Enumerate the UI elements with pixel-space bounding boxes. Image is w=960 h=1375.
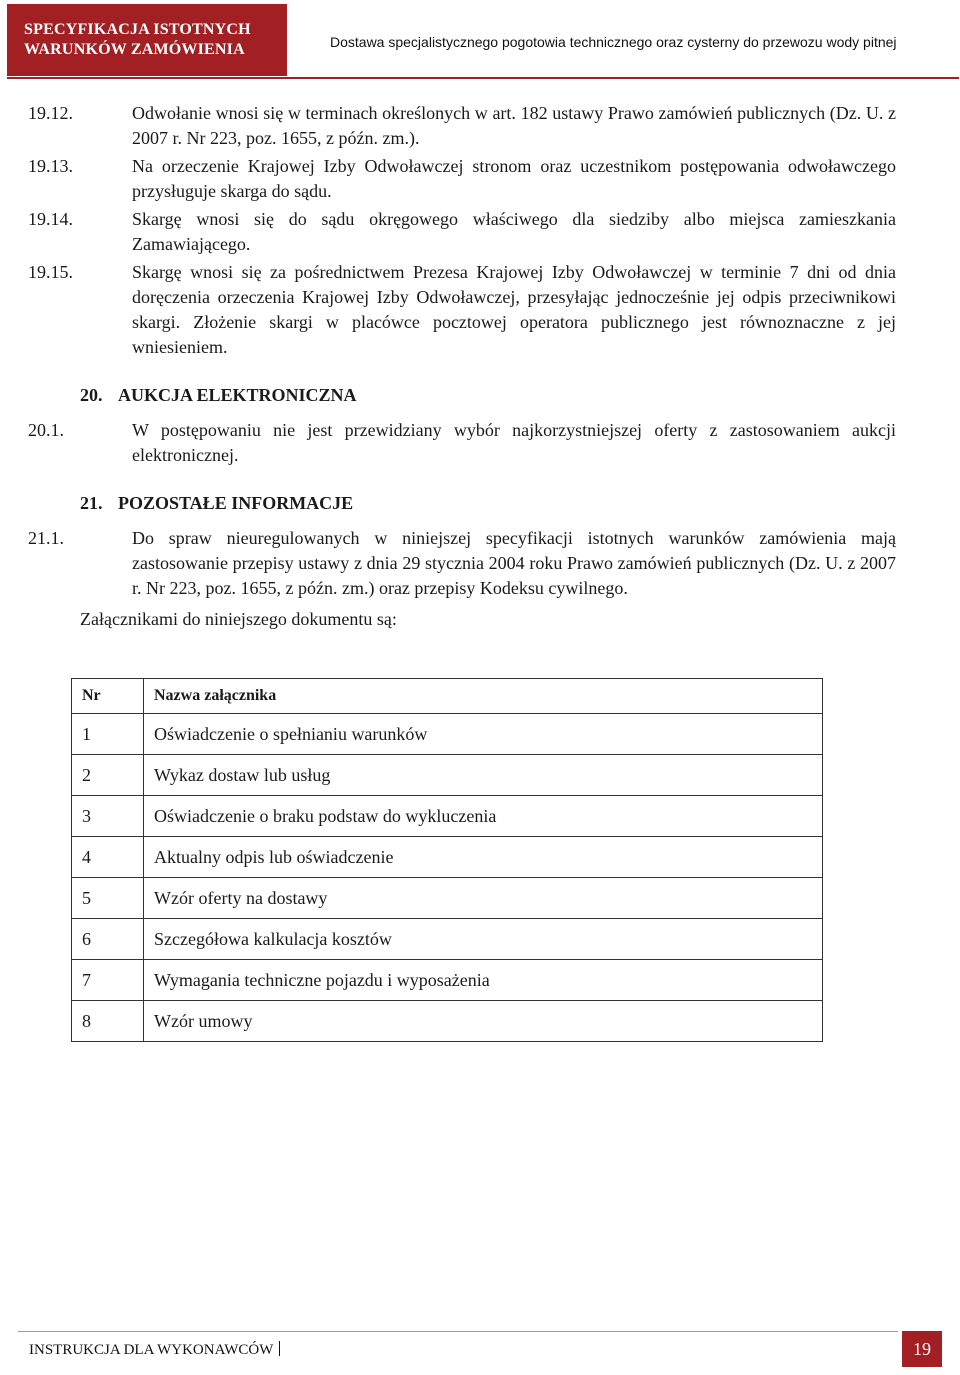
section-number: 20. [80, 385, 103, 405]
paragraph-19-15 [28, 260, 896, 360]
table-row [72, 714, 823, 755]
cell-name: Wzór oferty na dostawy [144, 878, 823, 919]
document-body [28, 101, 896, 644]
paragraph-number: 19.14. [28, 209, 73, 229]
header-badge [7, 4, 287, 76]
paragraph-text: Skargę wnosi się do sądu okręgowego właściwego dla siedziby albo miejsca zamieszkania Zamawiającego. [132, 209, 896, 254]
table-row [72, 796, 823, 837]
paragraph-19-14 [28, 207, 896, 257]
document-title: Dostawa specjalistycznego pogotowia technicznego oraz cysterny do przewozu wody pitnej [330, 34, 897, 50]
cell-name: Oświadczenie o braku podstaw do wykluczenia [144, 796, 823, 837]
header-divider [7, 77, 959, 79]
cell-nr: 5 [72, 878, 144, 919]
cell-nr: 2 [72, 755, 144, 796]
cell-nr: 1 [72, 714, 144, 755]
cell-nr: 6 [72, 919, 144, 960]
paragraph-number: 19.15. [28, 262, 73, 282]
section-title: POZOSTAŁE INFORMACJE [118, 493, 354, 513]
cell-nr: 3 [72, 796, 144, 837]
column-header-nr: Nr [72, 679, 144, 714]
paragraph-text: Na orzeczenie Krajowej Izby Odwoławczej stronom oraz uczestnikom postępowania odwoławczego przysługuje skarga do sądu. [132, 156, 896, 201]
column-header-name: Nazwa załącznika [144, 679, 823, 714]
cell-name: Aktualny odpis lub oświadczenie [144, 837, 823, 878]
cell-name: Wzór umowy [144, 1001, 823, 1042]
paragraph-19-13 [28, 154, 896, 204]
paragraph-19-12 [28, 101, 896, 151]
footer-divider [18, 1331, 898, 1332]
table-header-row [72, 679, 823, 714]
section-number: 21. [80, 493, 103, 513]
paragraph-20-1 [28, 418, 896, 468]
paragraph-21-1 [28, 526, 896, 601]
paragraph-number: 19.12. [28, 103, 73, 123]
table-row [72, 1001, 823, 1042]
cell-name: Wykaz dostaw lub usług [144, 755, 823, 796]
cell-name: Wymagania techniczne pojazdu i wyposażenia [144, 960, 823, 1001]
paragraph-number: 20.1. [28, 420, 64, 440]
section-heading-21 [80, 491, 896, 516]
table-row [72, 960, 823, 1001]
page-number: 19 [902, 1331, 942, 1367]
cell-nr: 4 [72, 837, 144, 878]
section-heading-20 [80, 383, 896, 408]
cell-name: Szczegółowa kalkulacja kosztów [144, 919, 823, 960]
table-row [72, 878, 823, 919]
footer-text: INSTRUKCJA DLA WYKONAWCÓW [29, 1342, 274, 1358]
paragraph-text: W postępowaniu nie jest przewidziany wybór najkorzystniejszej oferty z zastosowaniem aukcji elektronicznej. [132, 420, 896, 465]
cell-nr: 8 [72, 1001, 144, 1042]
paragraph-text: Odwołanie wnosi się w terminach określonych w art. 182 ustawy Prawo zamówień publicznych (Dz. U. z 2007 r. Nr 223, poz. 1655, z późn. zm.). [132, 103, 896, 148]
attachments-table [71, 678, 823, 1042]
cell-name: Oświadczenie o spełnianiu warunków [144, 714, 823, 755]
paragraph-text: Do spraw nieuregulowanych w niniejszej specyfikacji istotnych warunków zamówienia mają zastosowanie przepisy ustawy z dnia 29 stycznia 2004 roku Prawo zamówień publicznych (Dz. U. z 2007 r. Nr 223, poz. 1655, z późn. zm.) oraz przepisy Kodeksu cywilnego. [132, 528, 896, 598]
section-title: AUKCJA ELEKTRONICZNA [118, 385, 357, 405]
table-row [72, 837, 823, 878]
attachments-intro: Załącznikami do niniejszego dokumentu są: [80, 609, 397, 629]
paragraph-text: Skargę wnosi się za pośrednictwem Prezesa Krajowej Izby Odwoławczej w terminie 7 dni od dnia doręczenia orzeczenia Krajowej Izby Odwoławczej, przesyłając jednocześnie jej odpis przeciwnikowi skargi. Złożenie skargi w placówce pocztowej operatora publicznego jest równoznaczne z jej wniesieniem. [132, 262, 896, 357]
footer-label [29, 1341, 280, 1359]
footer-separator [279, 1341, 280, 1356]
header-badge-line1: SPECYFIKACJA ISTOTNYCH [24, 21, 251, 38]
table-row [72, 755, 823, 796]
table-row [72, 919, 823, 960]
header-badge-line2: WARUNKÓW ZAMÓWIENIA [24, 41, 245, 58]
cell-nr: 7 [72, 960, 144, 1001]
paragraph-number: 19.13. [28, 156, 73, 176]
paragraph-number: 21.1. [28, 528, 64, 548]
